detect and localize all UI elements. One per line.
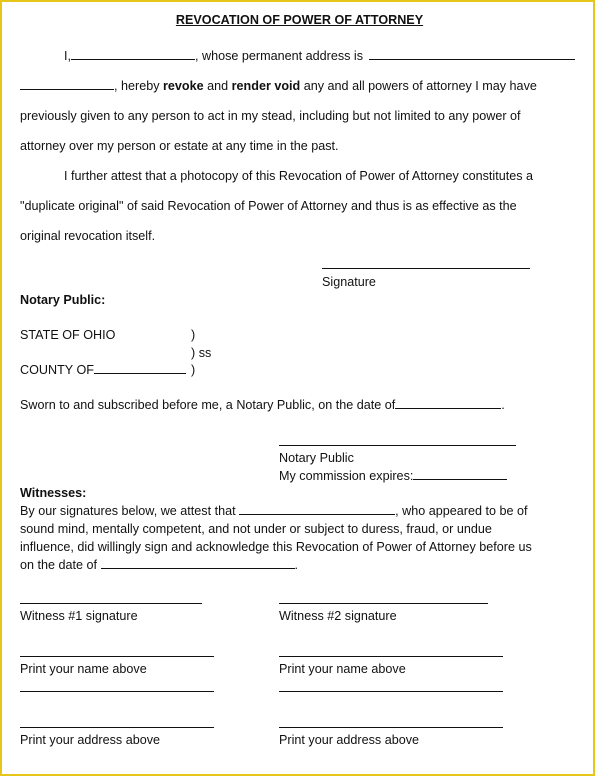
- revocation-line-3: previously given to any person to act in my stead, including but not limited to any power of: [20, 109, 521, 123]
- witness2-address-label: Print your address above: [279, 733, 420, 747]
- signature-line[interactable]: [322, 268, 530, 269]
- notary-heading: Notary Public:: [20, 293, 106, 307]
- commission-date-blank[interactable]: [413, 478, 507, 480]
- state-label: STATE OF OHIO: [20, 328, 116, 342]
- witness2-name-label: Print your name above: [279, 662, 406, 676]
- attest-line-1: I further attest that a photocopy of this Revocation of Power of Attorney constitutes a: [64, 169, 534, 183]
- witness1-name-label: Print your name above: [20, 662, 147, 676]
- address-blank[interactable]: [369, 58, 575, 60]
- notary-public-label: Notary Public: [279, 451, 354, 465]
- attest-line-3: original revocation itself.: [20, 229, 156, 243]
- witness1-address-line-1[interactable]: [20, 691, 214, 692]
- sworn-date-blank[interactable]: [395, 407, 501, 409]
- county-paren: ): [191, 363, 196, 377]
- ss-label: ) ss: [191, 346, 212, 360]
- witness2-signature-line[interactable]: [279, 603, 488, 604]
- witness-text-line-1: By our signatures below, we attest that , who appeared to be of: [20, 504, 528, 518]
- witness2-signature-label: Witness #2 signature: [279, 609, 397, 623]
- witness1-name-line[interactable]: [20, 656, 214, 657]
- address-continued-blank[interactable]: [20, 88, 114, 90]
- sworn-line: Sworn to and subscribed before me, a Notary Public, on the date of .: [20, 398, 505, 412]
- attest-line-2: "duplicate original" of said Revocation of Power of Attorney and thus is as effective as the: [20, 199, 517, 213]
- witness-date-blank[interactable]: [101, 567, 295, 569]
- signature-label: Signature: [322, 275, 376, 289]
- revocation-line-4: attorney over my person or estate at any time in the past.: [20, 139, 339, 153]
- commission-line: My commission expires:: [279, 470, 507, 483]
- witnesses-heading: Witnesses:: [20, 486, 87, 500]
- witness-text-line-3: influence, did willingly sign and acknowledge this Revocation of Power of Attorney before us: [20, 540, 532, 554]
- witness2-address-line-1[interactable]: [279, 691, 503, 692]
- document-title: REVOCATION OF POWER OF ATTORNEY: [175, 13, 424, 27]
- witness-text-line-2: sound mind, mentally competent, and not under or subject to duress, fraud, or undue: [20, 522, 492, 536]
- principal-name-blank[interactable]: [71, 58, 195, 60]
- state-paren: ): [191, 328, 196, 342]
- witness1-signature-line[interactable]: [20, 603, 202, 604]
- witness-text-line-4: on the date of .: [20, 558, 299, 572]
- county-line: COUNTY OF: [20, 364, 186, 377]
- witness1-address-label: Print your address above: [20, 733, 161, 747]
- witness1-address-line-2[interactable]: [20, 727, 214, 728]
- notary-signature-line[interactable]: [279, 445, 516, 446]
- principal-attest-blank[interactable]: [239, 513, 395, 515]
- revocation-line-1: I, , whose permanent address is: [64, 50, 575, 63]
- revocation-line-2: , hereby revoke and render void any and all powers of attorney I may have: [20, 80, 537, 93]
- witness2-address-line-2[interactable]: [279, 727, 503, 728]
- county-blank[interactable]: [94, 372, 186, 374]
- witness2-name-line[interactable]: [279, 656, 503, 657]
- witness1-signature-label: Witness #1 signature: [20, 609, 138, 623]
